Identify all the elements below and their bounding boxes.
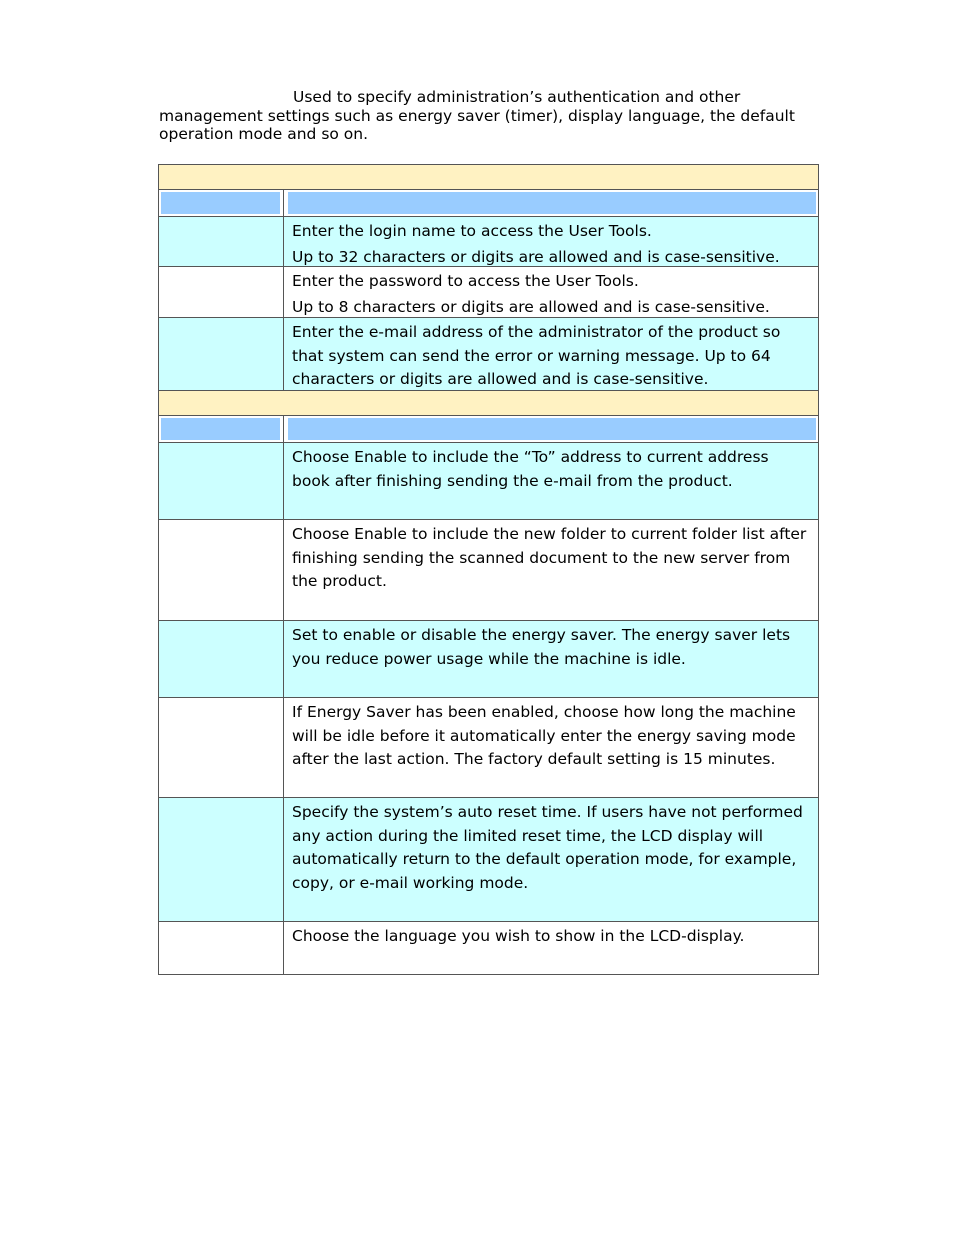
setting-name-cell (159, 698, 284, 797)
setting-name-cell (159, 621, 284, 697)
setting-name-cell (159, 443, 284, 519)
table-row (159, 317, 818, 390)
column-header-row (159, 189, 818, 216)
settings-table (158, 164, 819, 975)
column-header-description (288, 192, 816, 214)
table-row (159, 697, 818, 797)
column-header-item (161, 418, 280, 440)
description-line: Specify the system’s auto reset time. If users have not performed any action during the limited reset time, the LCD display will automatically return to the default operation mode, for example, copy, or e-mail working mode. (292, 803, 803, 892)
setting-description (284, 621, 818, 697)
table-row (159, 797, 818, 921)
section-header-authentication (159, 165, 818, 189)
column-header-row (159, 415, 818, 442)
table-row (159, 442, 818, 519)
setting-description (284, 520, 818, 620)
setting-name-cell (159, 267, 284, 317)
setting-name-cell (159, 798, 284, 921)
table-row (159, 921, 818, 974)
description-line: Choose Enable to include the “To” address to current address book after finishing sending the e-mail from the product. (292, 448, 769, 490)
column-header-item (161, 192, 280, 214)
description-line: Choose Enable to include the new folder to current folder list after finishing sending the scanned document to the new server from the product. (292, 525, 807, 590)
column-header-description (288, 418, 816, 440)
setting-name-cell (159, 318, 284, 390)
setting-description (284, 798, 818, 921)
section-header-management (159, 390, 818, 415)
description-line: Enter the password to access the User Tools. (292, 272, 639, 290)
setting-description (284, 217, 818, 266)
intro-rest: management settings such as energy saver (timer), display language, the default operation mode and so on. (159, 106, 795, 143)
description-line: Enter the e-mail address of the administrator of the product so that system can send the error or warning message. Up to 64 characters or digits are allowed and is case-sensitive. (292, 323, 781, 388)
description-line: Up to 8 characters or digits are allowed and is case-sensitive. (292, 297, 770, 316)
intro-paragraph (159, 88, 819, 144)
table-row (159, 266, 818, 317)
intro-first-line: Used to specify administration’s authentication and other (293, 88, 741, 106)
setting-description (284, 443, 818, 519)
table-row (159, 620, 818, 697)
column-divider (283, 416, 284, 442)
column-divider (283, 190, 284, 216)
table-row (159, 519, 818, 620)
setting-description (284, 698, 818, 797)
setting-description (284, 318, 818, 390)
setting-name-cell (159, 922, 284, 974)
table-row (159, 216, 818, 266)
description-line: Set to enable or disable the energy saver. The energy saver lets you reduce power usage while the machine is idle. (292, 626, 791, 668)
description-line: Choose the language you wish to show in the LCD-display. (292, 927, 745, 945)
setting-name-cell (159, 217, 284, 266)
description-line: Enter the login name to access the User Tools. (292, 222, 652, 240)
description-line: Up to 32 characters or digits are allowed and is case-sensitive. (292, 247, 780, 266)
description-line: If Energy Saver has been enabled, choose how long the machine will be idle before it automatically enter the energy saving mode after the last action. The factory default setting is 15 minutes. (292, 703, 796, 768)
setting-description (284, 922, 818, 974)
setting-description (284, 267, 818, 317)
setting-name-cell (159, 520, 284, 620)
